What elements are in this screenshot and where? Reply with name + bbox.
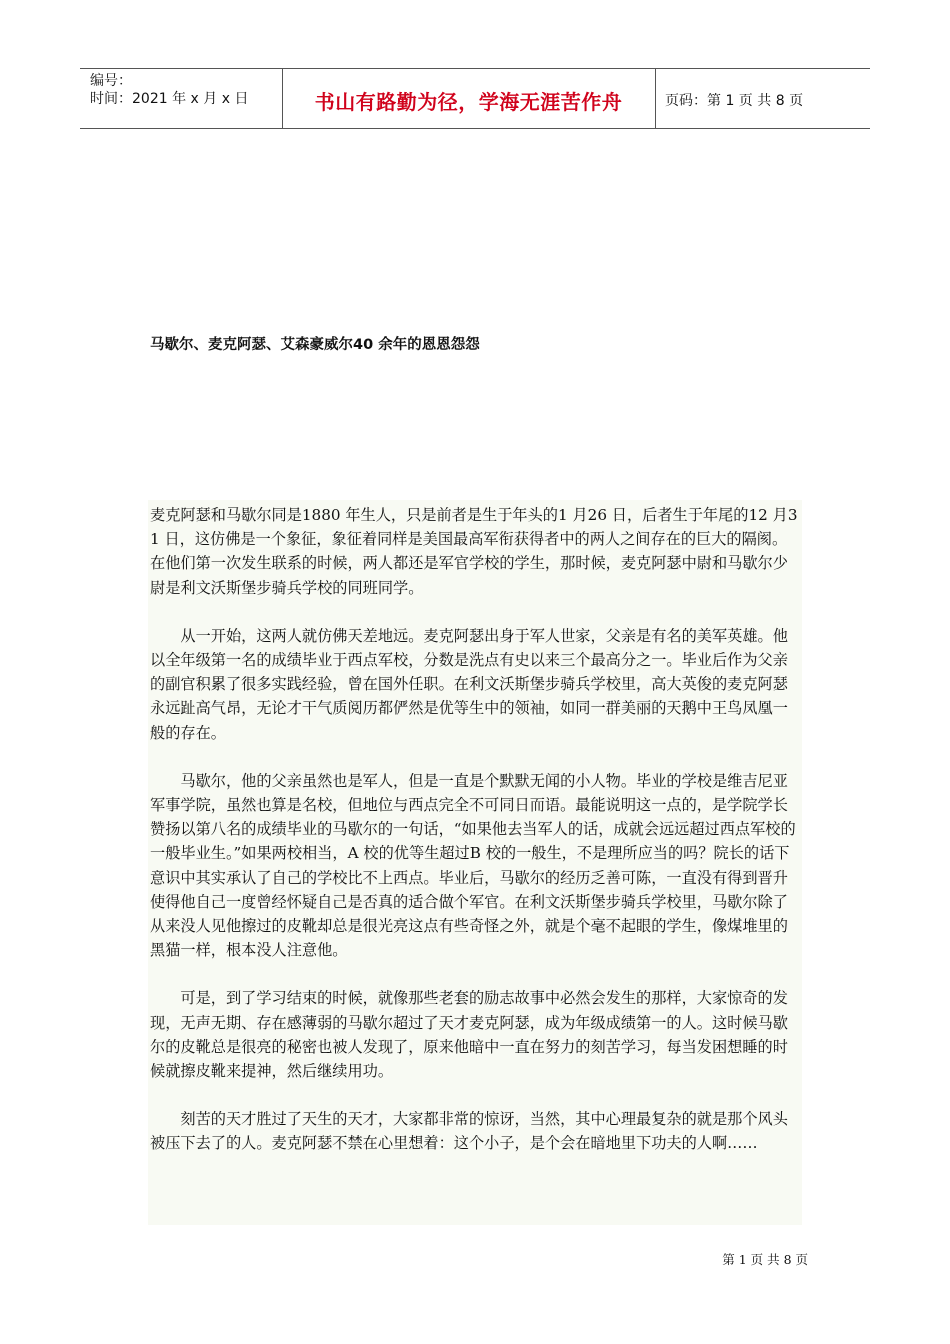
paragraph-5: 可是，到了学习结束的时候，就像那些老套的励志故事中必然会发生的那样，大家惊奇的发现，无声无期、存在感薄弱的马歇尔超过了天才麦克阿瑟，成为年级成绩第一的人。这时候马歇尔的皮靴总是很亮的秘密也被人发现了，原来他暗中一直在努力的刻苦学习，每当发困想睡的时候就擦皮靴来提神，然后继续用功。 — [150, 989, 788, 1081]
paragraph-1: 麦克阿瑟和马歇尔同是1880 年生人，只是前者是生于年头的1 月26 日，后者生于年尾的12 月31 日，这仿佛是一个象征，象征着同样是美国最高军衔获得者中的两人之间存在的巨大的隔阂。 — [150, 506, 798, 549]
paragraph-4: 马歇尔，他的父亲虽然也是军人，但是一直是个默默无闻的小人物。毕业的学校是维吉尼亚军事学院，虽然也算是名校，但地位与西点完全不可同日而语。最能说明这一点的，是学院学长赞扬以第八名的成绩毕业的马歇尔的一句话，“如果他去当军人的话，成就会远远超过西点军校的一般毕业生。”如果两校相当，A 校的优等生超过B 校的一般生，不是理所应当的吗？院长的话下意识中其实承认了自己的学校比不上西点。毕业后，马歇尔的经历乏善可陈，一直没有得到晋升使得他自己一度曾经怀疑自己是否真的适合做个军官。在利文沃斯堡步骑兵学校里，马歇尔除了从来没人见他擦过的皮靴却总是很光亮这点有些奇怪之外，就是个毫不起眼的学生，像煤堆里的黑猫一样，根本没人注意他。 — [150, 771, 796, 960]
header-divider-right — [655, 68, 656, 128]
header-bottom-border — [80, 128, 870, 129]
header-motto: 书山有路勤为径，学海无涯苦作舟 — [314, 90, 623, 114]
header-meta — [90, 72, 248, 108]
paragraph-2: 在他们第一次发生联系的时候，两人都还是军官学校的学生，那时候，麦克阿瑟中尉和马歇尔少尉是利文沃斯堡步骑兵学校的同班同学。 — [150, 554, 788, 597]
document-number-label: 编号： — [90, 73, 132, 89]
header-page-code: 页码：第 1 页 共 8 页 — [665, 93, 804, 109]
footer-page-number: 第 1 页 共 8 页 — [722, 1252, 808, 1267]
document-title: 马歇尔、麦克阿瑟、艾森豪威尔40 余年的恩恩怨怨 — [150, 337, 480, 353]
header-top-border — [80, 68, 870, 69]
document-body — [150, 503, 802, 1156]
paragraph-6: 刻苦的天才胜过了天生的天才，大家都非常的惊讶，当然，其中心理最复杂的就是那个风头被压下去了的人。麦克阿瑟不禁在心里想着：这个小子，是个会在暗地里下功夫的人啊…… — [150, 1110, 788, 1153]
document-time-label: 时间：2021 年 x 月 x 日 — [90, 91, 249, 107]
paragraph-3: 从一开始，这两人就仿佛天差地远。麦克阿瑟出身于军人世家，父亲是有名的美军英雄。他以全年级第一名的成绩毕业于西点军校，分数是洗点有史以来三个最高分之一。毕业后作为父亲的副官积累了很多实践经验，曾在国外任职。在利文沃斯堡步骑兵学校里，高大英俊的麦克阿瑟永远趾高气昂，无论才干气质阅历都俨然是优等生中的领袖，如同一群美丽的天鹅中王鸟凤凰一般的存在。 — [150, 626, 788, 742]
